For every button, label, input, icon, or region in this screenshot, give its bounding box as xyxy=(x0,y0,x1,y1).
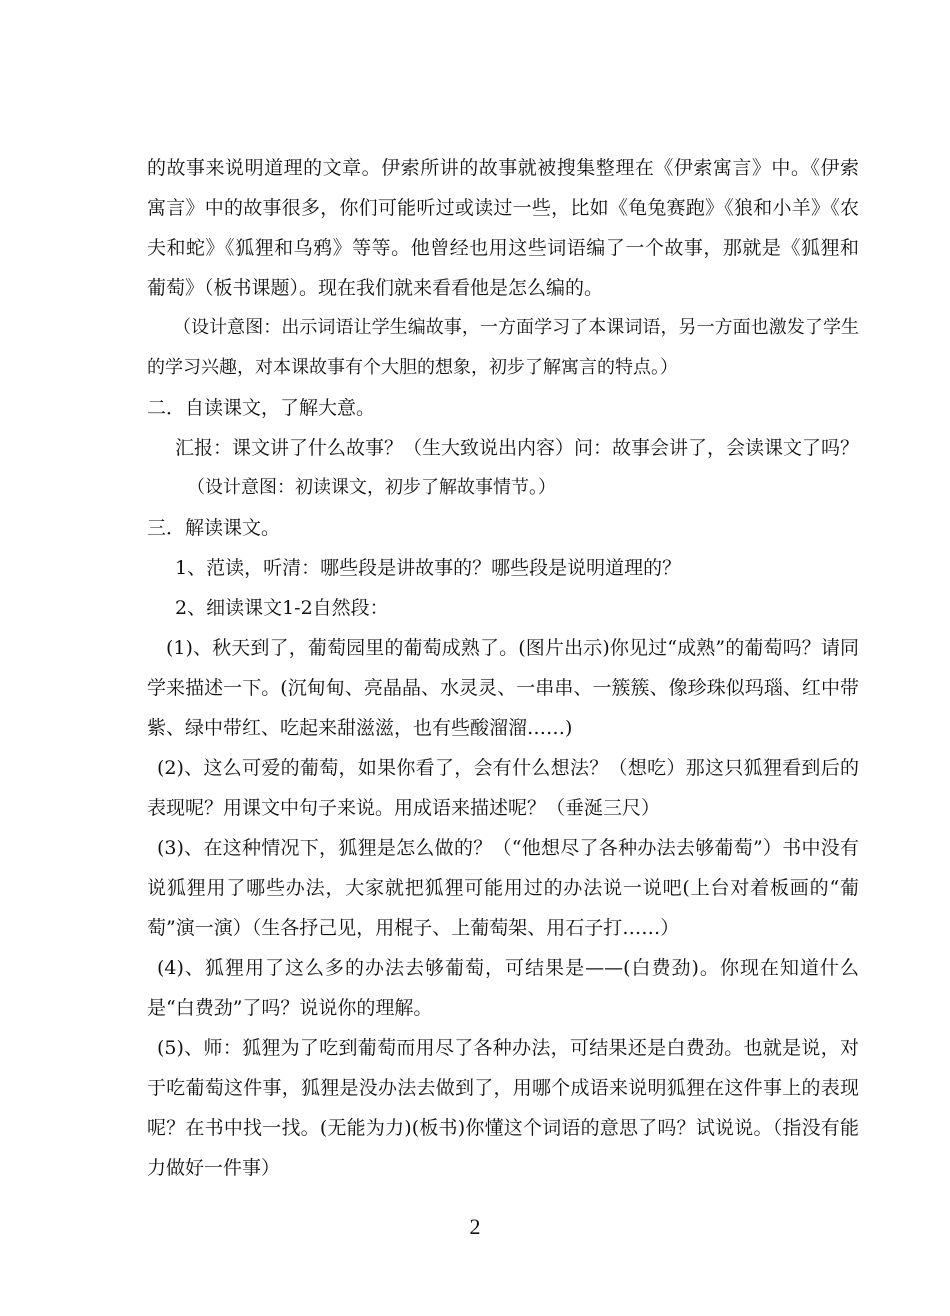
paragraph-report: 汇报：课文讲了什么故事？（生大致说出内容）问：故事会讲了，会读课文了吗？ xyxy=(175,437,860,459)
substep-1: (1)、秋天到了，葡萄园里的葡萄成熟了。(图片出示)你见过“成熟”的葡萄吗？请同学来描述一下。(沉甸甸、亮晶晶、水灵灵、一串串、一簇簇、像珍珠似玛瑙、红中带紫、绿中带红、吃起来甜滋滋，也有些酸溜溜……) xyxy=(147,637,859,739)
section-heading-3: 三．解读课文。 xyxy=(147,517,281,539)
step-1: 1、范读，听清：哪些段是讲故事的？哪些段是说明道理的？ xyxy=(175,557,682,579)
step-2: 2、细读课文1-2自然段： xyxy=(175,597,389,619)
substep-5: (5)、师：狐狸为了吃到葡萄而用尽了各种办法，可结果还是白费劲。也就是说，对于吃葡萄这件事，狐狸是没办法去做到了，用哪个成语来说明狐狸在这件事上的表现呢？在书中找一找。(无能为力)(板书)你懂这个词语的意思了吗？试说说。（指没有能力做好一件事） xyxy=(147,1037,859,1179)
design-note-1: （设计意图：出示词语让学生编故事，一方面学习了本课词语，另一方面也激发了学生的学习兴趣，对本课故事有个大胆的想象，初步了解寓言的特点。） xyxy=(147,317,859,378)
substep-2: (2)、这么可爱的葡萄，如果你看了，会有什么想法？（想吃）那这只狐狸看到后的表现呢？用课文中句子来说。用成语来描述呢？（垂涎三尺） xyxy=(147,757,859,819)
substep-4: (4)、狐狸用了这么多的办法去够葡萄，可结果是——(白费劲)。你现在知道什么是“白费劲”了吗？说说你的理解。 xyxy=(147,957,859,1019)
substep-3: (3)、在这种情况下，狐狸是怎么做的？（“他想尽了各种办法去够葡萄”）书中没有说狐狸用了哪些办法，大家就把狐狸可能用过的办法说一说吧(上台对着板画的“葡萄”演一演）（生各抒己见，用棍子、上葡萄架、用石子打……） xyxy=(147,837,859,939)
page-content xyxy=(147,148,859,1188)
page-number: 2 xyxy=(469,1214,481,1239)
section-heading-2: 二．自读课文，了解大意。 xyxy=(147,397,376,419)
paragraph-intro: 的故事来说明道理的文章。伊索所讲的故事就被搜集整理在《伊索寓言》中。《伊索寓言》中的故事很多，你们可能听过或读过一些，比如《龟兔赛跑》《狼和小羊》《农夫和蛇》《狐狸和乌鸦》等等。他曾经也用这些词语编了一个故事，那就是《狐狸和葡萄》（板书课题）。现在我们就来看看他是怎么编的。 xyxy=(147,157,859,299)
design-note-2: （设计意图：初读课文，初步了解故事情节。） xyxy=(187,477,556,498)
